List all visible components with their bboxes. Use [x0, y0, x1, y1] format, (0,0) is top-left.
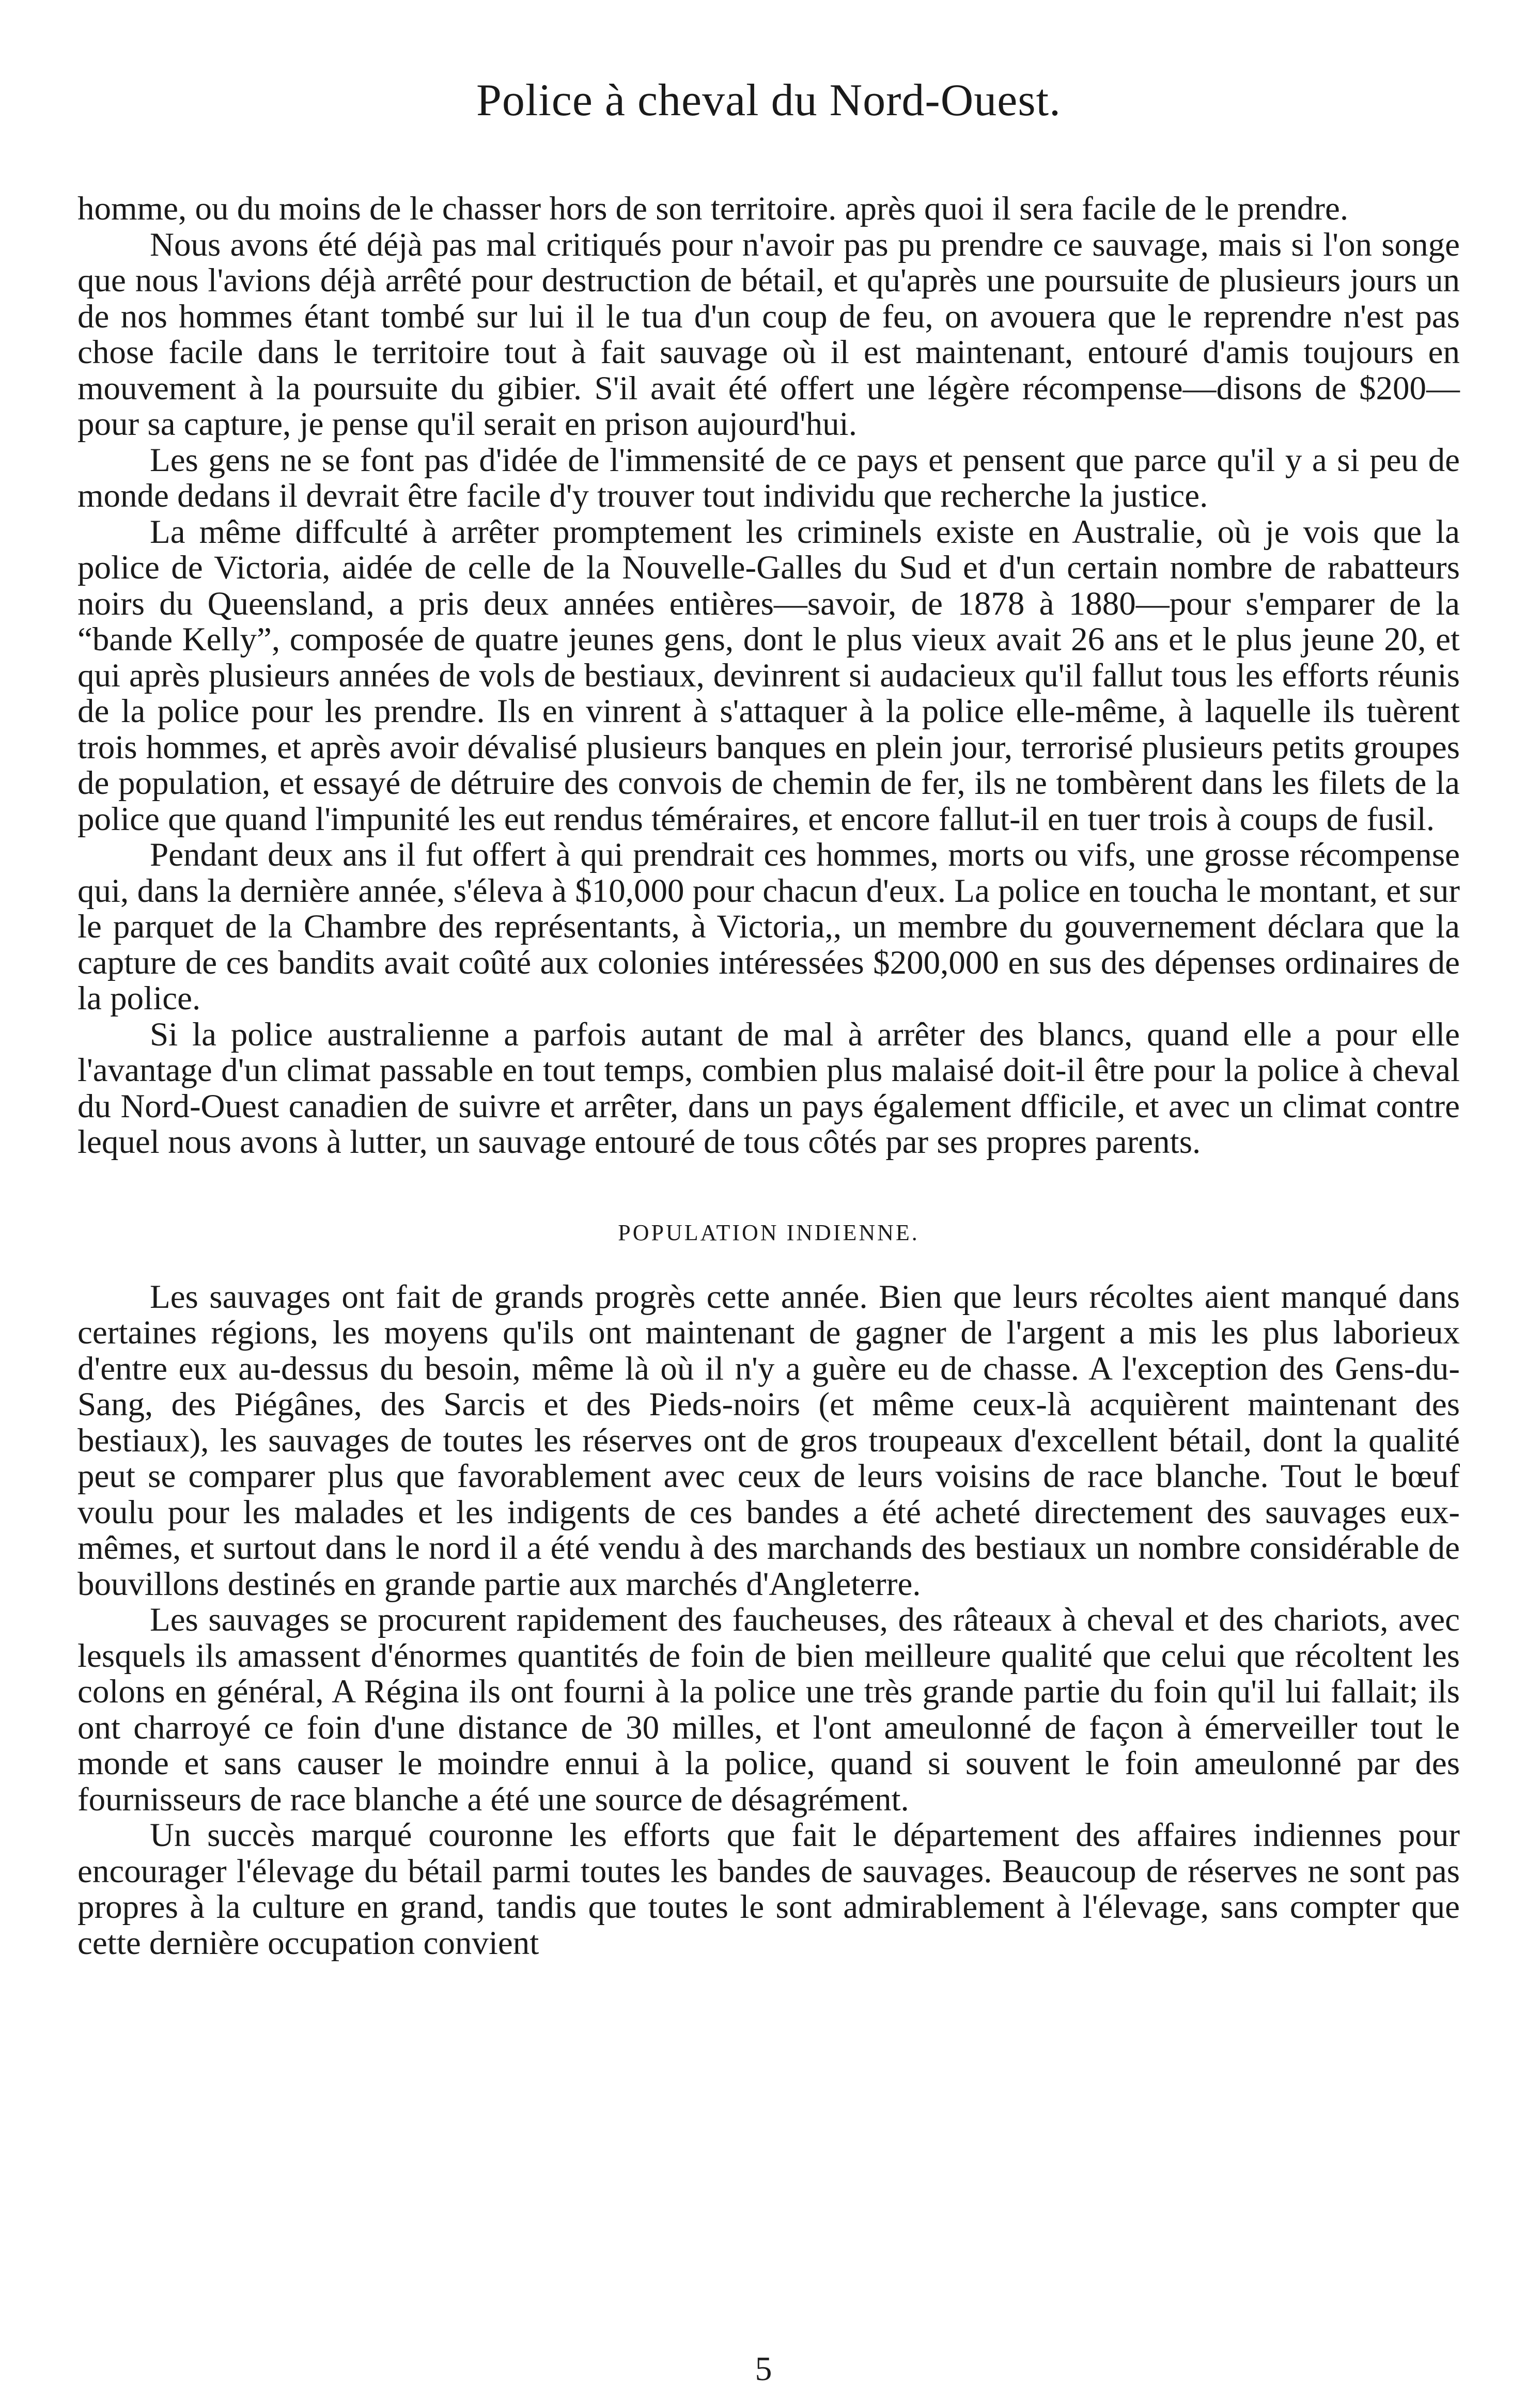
body-text — [77, 191, 1460, 1161]
paragraph: Si la police australienne a parfois autant de mal à arrêter des blancs, quand elle a pour elle l'avantage d'un climat passable en tout temps, combien plus malaisé doit-il être pour la police à cheval du Nord-Ouest canadien de suivre et arrêter, dans un pays également dfficile, et avec un climat contre lequel nous avons à lutter, un sauvage entouré de tous côtés par ses propres parents. — [77, 1015, 1460, 1161]
section-body-text — [77, 1279, 1460, 1962]
section-title: POPULATION INDIENNE. — [618, 1219, 920, 1245]
paragraph: Pendant deux ans il fut offert à qui prendrait ces hommes, morts ou vifs, une grosse récompense qui, dans la dernière année, s'éleva à $10,000 pour chacun d'eux. La police en toucha le montant, et sur le parquet de la Chambre des représentants, à Victoria,, un membre du gouvernement déclara que la capture de ces bandits avait coûté aux colonies intéressées $200,000 en sus des dépenses ordinaires de la police. — [77, 836, 1460, 1017]
paragraph: La même diffculté à arrêter promptement les criminels existe en Australie, où je vois que la police de Victoria, aidée de celle de la Nouvelle-Galles du Sud et d'un certain nombre de rabatteurs noirs du Queensland, a pris deux années entières—savoir, de 1878 à 1880—pour s'emparer de la “bande Kelly”, composée de quatre jeunes gens, dont le plus vieux avait 26 ans et le plus jeune 20, et qui après plusieurs années de vols de bestiaux, devinrent si audacieux qu'il fallut tous les efforts réunis de la police pour les prendre. Ils en vinrent à s'attaquer à la police elle-même, à laquelle ils tuèrent trois hommes, et après avoir dévalisé plusieurs banques en plein jour, terrorisé plusieurs petits groupes de population, et essayé de détruire des convois de chemin de fer, ils ne tombèrent dans les filets de la police que quand l'impunité les eut rendus téméraires, et encore fallut-il en tuer trois à coups de fusil. — [77, 513, 1460, 838]
running-header: Police à cheval du Nord-Ouest. — [476, 75, 1062, 126]
paragraph: Un succès marqué couronne les efforts que fait le département des affaires indiennes pour encourager l'élevage du bétail parmi toutes les bandes de sauvages. Beaucoup de réserves ne sont pas propres à la culture en grand, tandis que toutes le sont admirablement à l'élevage, sans compter que cette dernière occupation convient — [77, 1817, 1460, 1962]
paragraph: homme, ou du moins de le chasser hors de son territoire. après quoi il sera facile de le prendre. — [77, 190, 1349, 227]
paragraph: Les sauvages se procurent rapidement des faucheuses, des râteaux à cheval et des chariots, avec lesquels ils amassent d'énormes quantités de foin de bien meilleure qualité que celui que récoltent les colons en général, A Régina ils ont fourni à la police une très grande partie du foin qu'il lui fallait; ils ont charroyé ce foin d'une distance de 30 milles, et l'ont ameulonné de façon à émerveiller tout le monde et sans causer le moindre ennui à la police, quand si souvent le foin ameulonné par des fournisseurs de race blanche a été une source de désagrément. — [77, 1601, 1460, 1818]
paragraph: Nous avons été déjà pas mal critiqués pour n'avoir pas pu prendre ce sauvage, mais si l'on songe que nous l'avions déjà arrêté pour destruction de bétail, et qu'après une poursuite de plusieurs jours un de nos hommes étant tombé sur lui il le tua d'un coup de feu, on avouera que le reprendre n'est pas chose facile dans le territoire tout à fait sauvage où il est maintenant, entouré d'amis toujours en mouvement à la poursuite du gibier. S'il avait été offert une légère récompense—disons de $200—pour sa capture, je pense qu'il serait en prison aujourd'hui. — [77, 226, 1460, 443]
paragraph: Les sauvages ont fait de grands progrès cette année. Bien que leurs récoltes aient manqué dans certaines régions, les moyens qu'ils ont maintenant de gagner de l'argent a mis les plus laborieux d'entre eux au-dessus du besoin, même là où il n'y a guère eu de chasse. A l'exception des Gens-du-Sang, des Piégânes, des Sarcis et des Pieds-noirs (et même ceux-là acquièrent maintenant des bestiaux), les sauvages de toutes les réserves ont de gros troupeaux d'excellent bétail, dont la qualité peut se comparer plus que favorablement avec ceux de leurs voisins de race blanche. Tout le bœuf voulu pour les malades et les indigents de ces bandes a été acheté directement des sauvages eux-mêmes, et surtout dans le nord il a été vendu à des marchands des bestiaux un nombre considérable de bouvillons destinés en grande partie aux marchés d'Angleterre. — [77, 1278, 1460, 1603]
page — [77, 72, 1460, 1961]
paragraph: Les gens ne se font pas d'idée de l'immensité de ce pays et pensent que parce qu'il y a si peu de monde dedans il devrait être facile d'y trouver tout individu que recherche la justice. — [77, 441, 1460, 514]
page-number: 5 — [755, 2350, 772, 2388]
